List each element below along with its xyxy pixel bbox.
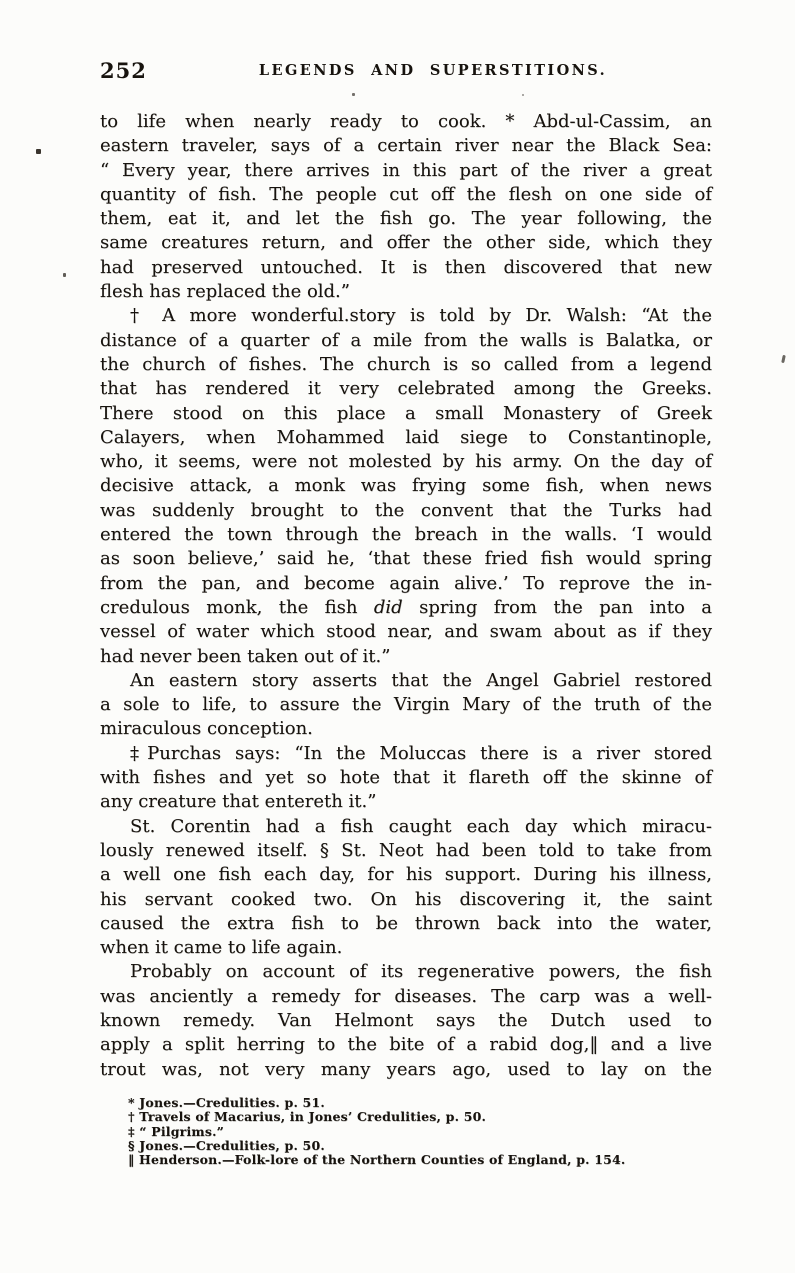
body-text <box>100 110 712 1082</box>
text-line: vessel of water which stood near, and swam about as if they <box>100 621 712 643</box>
footnote-line: § Jones.—Credulities, p. 50. <box>128 1137 325 1153</box>
ink-speck <box>36 149 41 154</box>
running-title: LEGENDS AND SUPERSTITIONS. <box>258 62 608 79</box>
text-line: † A more wonderful.story is told by Dr. Walsh: “At the <box>130 305 712 327</box>
footnote-line: ‡ “ Pilgrims.” <box>128 1123 225 1139</box>
text-line: trout was, not very many years ago, used to lay on the <box>100 1058 712 1080</box>
text-line: a sole to life, to assure the Virgin Mary of the truth of the <box>100 694 712 716</box>
footnote-line: ‖ Henderson.—Folk-lore of the Northern Counties of England, p. 154. <box>128 1152 626 1168</box>
footnote-line: * Jones.—Credulities. p. 51. <box>128 1095 325 1110</box>
text-line: There stood on this place a small Monastery of Greek <box>100 402 712 424</box>
text-line: to life when nearly ready to cook. * Abd-ul-Cassim, an <box>100 111 712 132</box>
paragraph <box>100 110 712 304</box>
text-line: the church of fishes. The church is so called from a legend <box>100 353 712 375</box>
ink-speck <box>63 273 66 277</box>
text-line: decisive attack, a monk was frying some fish, when news <box>100 475 712 497</box>
text-line: miraculous conception. <box>100 718 313 740</box>
text-line: lously renewed itself. § St. Neot had been told to take from <box>100 839 712 861</box>
text-line: from the pan, and become again alive.’ To reprove the in- <box>100 572 712 594</box>
text-line: Calayers, when Mohammed laid siege to Constantinople, <box>100 426 712 448</box>
text-line: ‡Purchas says: “In the Moluccas there is a river stored <box>130 742 712 764</box>
text-line: any creature that entereth it.” <box>100 791 377 813</box>
text-line: apply a split herring to the bite of a rabid dog,‖ and a live <box>100 1034 712 1056</box>
text-line: who, it seems, were not molested by his army. On the day of <box>100 451 712 473</box>
text-line: as soon believe,’ said he, ‘that these fried fish would spring <box>100 548 712 570</box>
text-line: with fishes and yet so hote that it flareth off the skinne of <box>100 767 712 789</box>
text-line: was suddenly brought to the convent that the Turks had <box>100 499 712 521</box>
text-line: flesh has replaced the old.” <box>100 281 350 303</box>
text-line: them, eat it, and let the fish go. The year following, the <box>100 208 712 230</box>
text-line: his servant cooked two. On his discovering it, the saint <box>100 888 712 910</box>
ink-speck <box>522 94 524 96</box>
text-line: had never been taken out of it.” <box>100 645 391 667</box>
text-line: credulous monk, the fish did spring from the pan into a <box>100 596 712 618</box>
running-header <box>100 58 712 88</box>
footnote-line: † Travels of Macarius, in Jones’ Credulities, p. 50. <box>128 1109 487 1125</box>
paragraph <box>100 304 712 668</box>
text-line: that has rendered it very celebrated among the Greeks. <box>100 378 712 400</box>
text-line: a well one fish each day, for his support. During his illness, <box>100 864 712 886</box>
footnotes-section <box>128 1096 712 1167</box>
text-line: Probably on account of its regenerative powers, the fish <box>130 961 712 983</box>
text-line: St. Corentin had a fish caught each day which miracu- <box>130 815 712 837</box>
text-line: same creatures return, and offer the other side, which they <box>100 232 712 254</box>
paragraph <box>100 960 712 1081</box>
paragraph <box>100 742 712 815</box>
text-line: quantity of fish. The people cut off the flesh on one side of <box>100 183 712 205</box>
text-line: caused the extra fish to be thrown back into the water, <box>100 912 712 934</box>
text-line: was anciently a remedy for diseases. The carp was a well- <box>100 985 712 1007</box>
text-line: when it came to life again. <box>100 937 343 959</box>
text-line: entered the town through the breach in the walls. ‘I would <box>100 524 712 546</box>
ink-speck <box>781 355 786 363</box>
page-number: 252 <box>100 58 147 83</box>
text-line: distance of a quarter of a mile from the walls is Balatka, or <box>100 329 712 351</box>
text-line: known remedy. Van Helmont says the Dutch used to <box>100 1009 712 1031</box>
paragraph <box>100 669 712 742</box>
paragraph <box>100 815 712 961</box>
text-line: had preserved untouched. It is then discovered that new <box>100 256 712 278</box>
ink-speck <box>352 93 355 96</box>
text-line: “ Every year, there arrives in this part of the river a great <box>100 159 712 181</box>
text-line: eastern traveler, says of a certain river near the Black Sea: <box>100 135 712 157</box>
text-line: An eastern story asserts that the Angel Gabriel restored <box>130 669 712 691</box>
